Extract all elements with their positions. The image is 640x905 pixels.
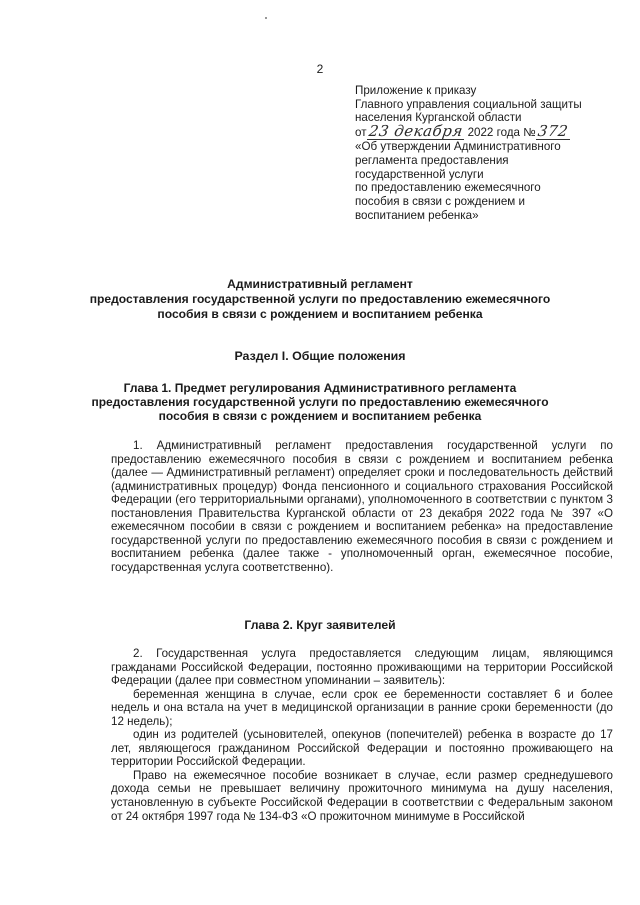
paragraph: Право на ежемесячное пособие возникает в случае, если размер среднедушевого дохода семьи не превышает величину прожиточного минимума на душу населения, установленную в субъекте Российской Федерации в соответствии с Федеральным законом от 24 октября 1997 года № 134-ФЗ «О прожиточном минимуме в Российской	[111, 768, 613, 823]
appendix-line: воспитанием ребенка»	[355, 208, 479, 222]
appendix-line: по предоставлению ежемесячного	[355, 181, 541, 195]
appendix-line: пособия в связи с рождением и	[355, 194, 525, 208]
chapter2-body	[111, 647, 613, 823]
appendix-date-line	[355, 122, 615, 141]
appendix-block	[355, 84, 615, 222]
title-line: Административный регламент	[227, 277, 413, 291]
chapter-title-line: Глава 1. Предмет регулирования Административного регламента	[123, 381, 517, 395]
scan-speck	[265, 17, 267, 19]
date-prefix: от	[355, 126, 367, 140]
paragraph: один из родителей (усыновителей, опекунов (попечителей) ребенка в возрасте до 17 лет, являющегося гражданином Российской Федерации и постоянно проживающего на территории Российской Федерации.	[111, 728, 613, 769]
section-title: Раздел I. Общие положения	[234, 349, 406, 363]
title-line: предоставления государственной услуги по предоставлению ежемесячного	[89, 292, 551, 306]
appendix-line: «Об утверждении Административного	[355, 140, 561, 154]
appendix-line: Главного управления социальной защиты	[355, 97, 582, 111]
chapter-title	[90, 381, 550, 424]
date-underline	[367, 122, 465, 141]
paragraph: беременная женщина в случае, если срок ее беременности составляет 6 и более недель и она встала на учет в медицинской организации в ранние сроки беременности (до 12 недель);	[111, 687, 613, 728]
document-title	[60, 277, 580, 322]
paragraph: 1. Административный регламент предоставления государственной услуги по предоставлению ежемесячного пособия в связи с рождением и воспитанием ребенка (далее — Административный регламент) определяет сроки и последовательность действий (административных процедур) Фонда пенсионного и социального страхования Российской Федерации (его территориальными органами), уполномоченного в соответствии с пунктом 3 постановления Правительства Курганской области от 23 декабря 2022 года № 397 «О ежемесячном пособии в связи с рождением и воспитанием ребенка» на предоставление государственной услуги по предоставлению ежемесячного пособия в связи с рождением и воспитанием ребенка (далее также - уполномоченный орган, ежемесячное пособие, государственная услуга соответственно).	[111, 439, 613, 574]
paragraph: 2. Государственная услуга предоставляется следующим лицам, являющимся гражданами Российской Федерации, постоянно проживающими на территории Российской Федерации (далее при совместном упоминании – заявитель):	[111, 647, 613, 688]
appendix-line: населения Курганской области	[355, 111, 522, 125]
chapter-title-line: предоставления государственной услуги по предоставлению ежемесячного	[91, 395, 549, 410]
appendix-line: Приложение к приказу	[355, 84, 477, 97]
handwritten-date: 23 декабря	[367, 122, 464, 141]
chapter-title: Глава 2. Круг заявителей	[244, 618, 396, 632]
page-number: 2	[316, 62, 324, 76]
appendix-line: регламента предоставления	[355, 153, 509, 167]
title-line: пособия в связи с рождением и воспитанием ребенка	[157, 307, 483, 321]
appendix-line: государственной услуги	[355, 167, 484, 181]
handwritten-number: 372	[536, 122, 570, 141]
date-suffix: 2022 года №	[467, 126, 536, 140]
number-underline	[536, 122, 570, 141]
chapter1-body	[111, 439, 613, 574]
chapter-title-line: пособия в связи с рождением и воспитанием ребенка	[158, 409, 482, 424]
